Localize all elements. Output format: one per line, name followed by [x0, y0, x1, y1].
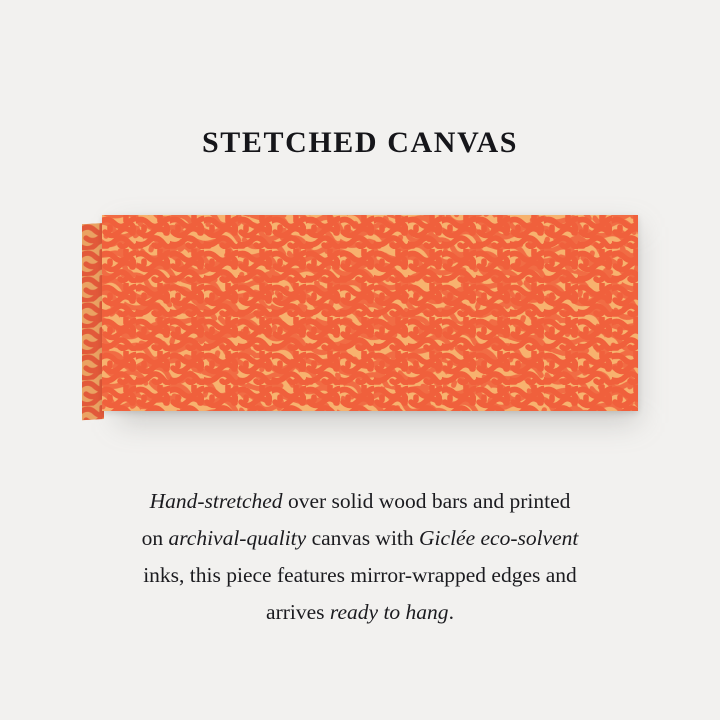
- description-line-2-pre: on: [141, 525, 169, 550]
- canvas-wrapped-edge: [82, 223, 104, 420]
- description-line-1-rest: over solid wood bars and printed: [282, 489, 571, 513]
- edge-pattern: [82, 223, 104, 420]
- description-line-4-pre: arrives: [266, 599, 330, 624]
- description-line-4: [60, 594, 660, 631]
- emphasis-giclee: Giclée eco-solvent: [419, 525, 579, 550]
- description-line-3: inks, this piece features mirror-wrapped edges and: [143, 562, 577, 587]
- canvas-face: [102, 215, 638, 411]
- emphasis-archival-quality: archival-quality: [168, 525, 307, 550]
- page-title: STETCHED CANVAS: [201, 126, 519, 159]
- emphasis-hand-stretched: Hand-stretched: [149, 489, 283, 513]
- product-description: [60, 483, 660, 631]
- emphasis-ready-to-hang: ready to hang: [329, 599, 449, 624]
- artwork-pattern: [102, 215, 638, 411]
- description-line-1: [60, 483, 660, 520]
- description-line-2: [60, 520, 660, 557]
- description-line-4-post: .: [448, 599, 454, 624]
- canvas-artwork: [82, 207, 638, 423]
- description-line-2-mid: canvas with: [306, 525, 420, 550]
